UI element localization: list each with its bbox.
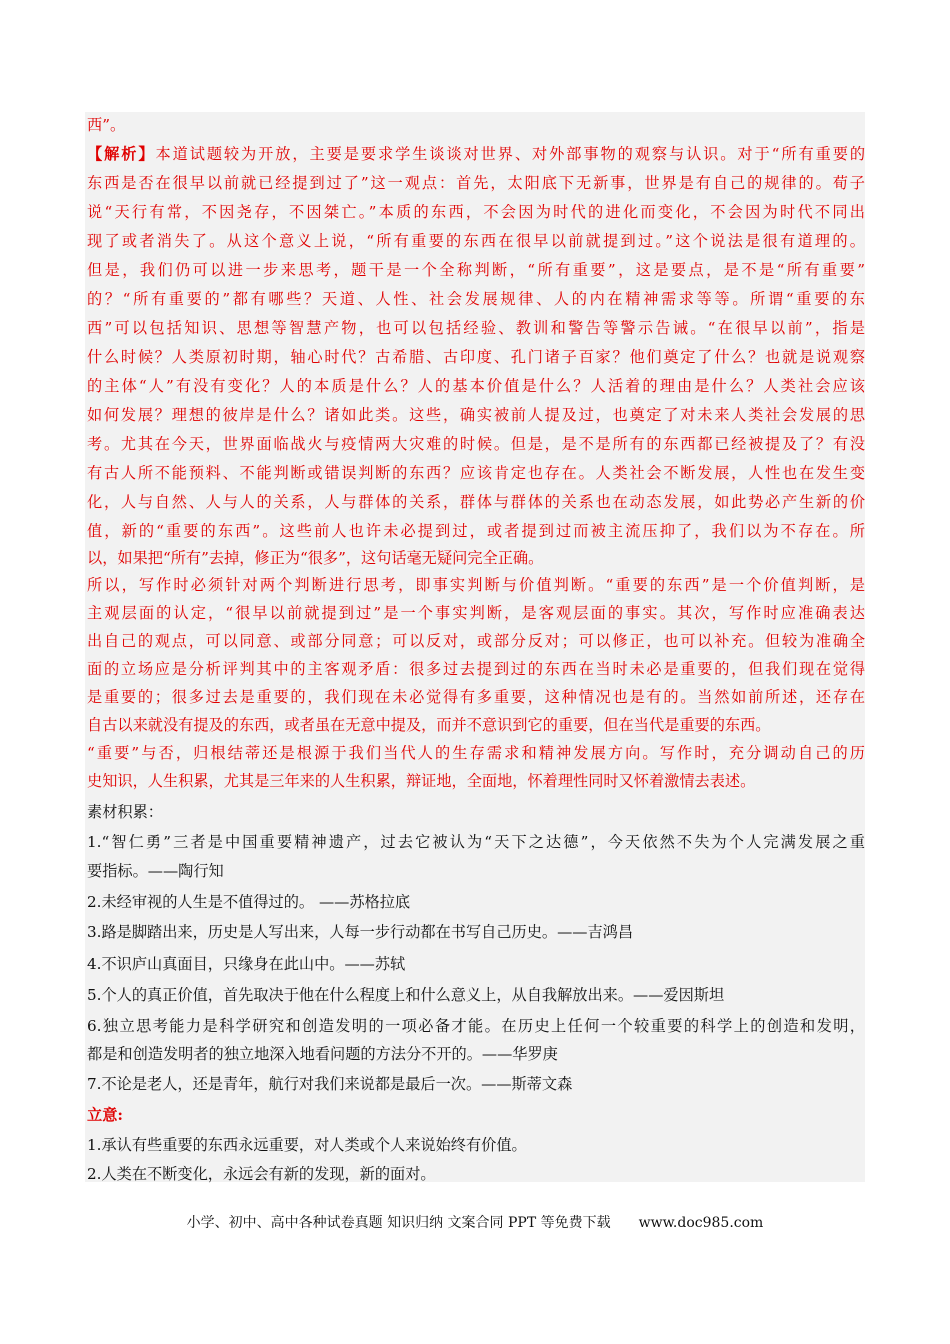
body-line: 主观层面的认定，“很早以前就提到过”是一个事实判断，是客观层面的事实。其次，写作时应准确表达 [87,604,865,622]
analysis-line: 东西是否在很早以前就已经提到过了”这一观点：首先，太阳底下无新事，世界是有自己的规律的。荀子 [87,174,865,192]
material-item: 5.个人的真正价值，首先取决于他在什么程度上和什么意义上，从自我解放出来。——爱因斯坦 [87,986,725,1004]
analysis-line: 什么时候？人类原初时期，轴心时代？古希腊、古印度、孔门诸子百家？他们奠定了什么？也就是说观察 [87,348,865,366]
analysis-line: 说“天行有常，不因尧存，不因桀亡。”本质的东西，不会因为时代的进化而变化，不会因为时代不同出 [87,203,865,221]
analysis-line: 西”可以包括知识、思想等智慧产物，也可以包括经验、教训和警告等警示告诫。“在很早以前”，指是 [87,319,865,337]
analysis-line: 现了或者消失了。从这个意义上说，“所有重要的东西在很早以前就提到过。”这个说法是很有道理的。 [87,232,865,250]
body-line: 面的立场应是分析评判其中的主客观矛盾：很多过去提到过的东西在当时未必是重要的，但我们现在觉得 [87,660,865,678]
analysis-line: 有古人所不能预料、不能判断或错误判断的东西？应该肯定也存在。人类社会不断发展，人性也在发生变 [87,464,865,482]
analysis-first-line [87,141,865,167]
body-line: “重要”与否，归根结蒂还是根源于我们当代人的生存需求和精神发展方向。写作时，充分调动自己的历 [87,744,865,762]
analysis-line: 值，新的“重要的东西”。这些前人也许未必提到过，或者提到过而被主流压抑了，我们以为不存在。所 [87,522,865,540]
body-line: 是重要的；很多过去是重要的，我们现在未必觉得有多重要，这种情况也是有的。当然如前所述，还存在 [87,688,865,706]
analysis-line: 本道试题较为开放，主要是要求学生谈谈对世界、对外部事物的观察与认识。对于“所有重要的 [155,145,865,163]
material-item: 6.独立思考能力是科学研究和创造发明的一项必备才能。在历史上任何一个较重要的科学上的创造和发明， [87,1017,865,1035]
analysis-line: 如何发展？理想的彼岸是什么？诸如此类。这些，确实被前人提及过，也奠定了对未来人类社会发展的思 [87,406,865,424]
intent-item: 1.承认有些重要的东西永远重要，对人类或个人来说始终有价值。 [87,1136,527,1154]
intent-item: 2.人类在不断变化，永远会有新的发现，新的面对。 [87,1165,436,1183]
material-item: 1.“智仁勇”三者是中国重要精神遗产，过去它被认为“天下之达德”，今天依然不失为个人完满发展之重 [87,833,865,851]
analysis-line: 西”。 [87,116,126,134]
analysis-line: 但是，我们仍可以进一步来思考，题干是一个全称判断，“所有重要”，这是要点，是不是“所有重要” [87,261,865,279]
body-line: 出自己的观点，可以同意、或部分同意；可以反对，或部分反对；可以修正，也可以补充。但较为准确全 [87,632,865,650]
footer-text: 小学、初中、高中各种试卷真题 知识归纳 文案合同 PPT 等免费下载 [186,1215,611,1231]
footer-site-link[interactable]: www.doc985.com [638,1215,764,1231]
material-item: 要指标。——陶行知 [87,862,224,880]
material-item: 3.路是脚踏出来，历史是人写出来，人每一步行动都在书写自己历史。——吉鸿昌 [87,923,634,941]
analysis-line: 以，如果把“所有”去掉，修正为“很多”，这句话毫无疑问完全正确。 [87,549,544,567]
body-line: 史知识，人生积累，尤其是三年来的人生积累，辩证地，全面地，怀着理性同时又怀着激情去表述。 [87,772,756,790]
material-item: 7.不论是老人，还是青年，航行对我们来说都是最后一次。——斯蒂文森 [87,1075,573,1093]
analysis-label: 【解析】 [87,145,156,163]
intent-heading: 立意: [87,1106,123,1124]
body-line: 所以，写作时必须针对两个判断进行思考，即事实判断与价值判断。“重要的东西”是一个价值判断，是 [87,576,865,594]
material-item: 2.未经审视的人生是不值得过的。 ——苏格拉底 [87,893,411,911]
material-item: 都是和创造发明者的独立地深入地看问题的方法分不开的。——华罗庚 [87,1045,558,1063]
analysis-line: 的主体“人”有没有变化？人的本质是什么？人的基本价值是什么？人活着的理由是什么？人类社会应该 [87,377,865,395]
analysis-line: 考。尤其在今天，世界面临战火与疫情两大灾难的时候。但是，是不是所有的东西都已经被提及了？有没 [87,435,865,453]
analysis-line: 化，人与自然、人与人的关系，人与群体的关系，群体与群体的关系也在动态发展，如此势必产生新的价 [87,493,865,511]
material-item: 4.不识庐山真面目，只缘身在此山中。——苏轼 [87,955,406,973]
page-footer [0,1212,950,1232]
analysis-line: 的？“所有重要的”都有哪些？天道、人性、社会发展规律、人的内在精神需求等等。所谓“重要的东 [87,290,865,308]
body-line: 自古以来就没有提及的东西，或者虽在无意中提及，而并不意识到它的重要，但在当代是重要的东西。 [87,716,771,734]
materials-heading: 素材积累： [87,803,163,821]
